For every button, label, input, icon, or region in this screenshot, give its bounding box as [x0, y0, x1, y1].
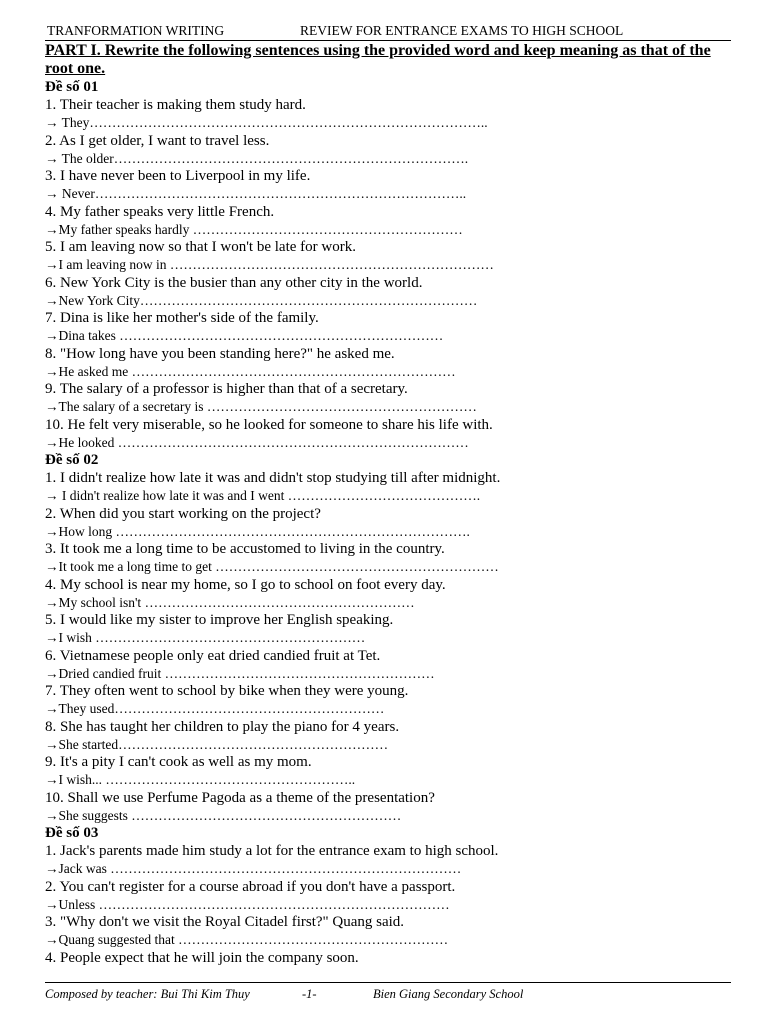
question-sentence: 4. My father speaks very little French. — [45, 203, 275, 220]
answer-line: →She started…………………………………………………… — [45, 736, 389, 752]
question-sentence: 3. "Why don't we visit the Royal Citadel first?" Quang said. — [45, 914, 405, 930]
answer-line: →How long ……………………………………………………………………. — [45, 523, 470, 539]
answer-line: → They…………………………………………………………………………….. — [45, 115, 488, 130]
question-sentence: 5. I would like my sister to improve her English speaking. — [45, 612, 394, 628]
question-sentence: 4. People expect that he will join the company soon. — [45, 949, 359, 966]
answer-line: →My father speaks hardly …………………………………………………… — [45, 221, 463, 237]
question-sentence: 2. You can't register for a course abroad if you don't have a passport. — [45, 878, 456, 895]
part-instruction: PART I. Rewrite the following sentences using the provided word and keep meaning as that of the root one. — [45, 42, 711, 77]
question-sentence: 7. Dina is like her mother's side of the family. — [45, 310, 319, 326]
footer-page-number: -1- — [302, 987, 317, 1001]
question-sentence: 4. My school is near my home, so I go to school on foot every day. — [45, 576, 446, 593]
answer-line: →Jack was …………………………………………………………………… — [45, 861, 462, 876]
answer-line: →It took me a long time to get ……………………………………………………… — [45, 559, 499, 574]
section-title: Đề số 01 — [45, 79, 99, 95]
answer-line: →New York City………………………………………………………………… — [45, 292, 478, 308]
question-sentence: 6. New York City is the busier than any other city in the world. — [45, 274, 423, 291]
answer-line: →I wish... ……………………………………………….. — [45, 772, 356, 787]
answer-line: →They used…………………………………………………… — [45, 701, 385, 716]
answer-line: → Never……………………………………………………………………….. — [45, 186, 467, 201]
answer-line: →I am leaving now in ……………………………………………………………… — [45, 257, 494, 272]
answer-line: →He asked me ……………………………………………………………… — [45, 363, 456, 379]
page-footer — [45, 982, 731, 1003]
question-sentence: 10. Shall we use Perfume Pagoda as a theme of the presentation? — [45, 789, 435, 806]
question-sentence: 5. I am leaving now so that I won't be late for work. — [45, 239, 356, 255]
question-sentence: 3. It took me a long time to be accustomed to living in the country. — [45, 541, 445, 557]
answer-line: →My school isn't …………………………………………………… — [45, 594, 415, 610]
answer-line: → I didn't realize how late it was and I went ……………………………………. — [45, 488, 481, 503]
answer-line: →Dina takes ……………………………………………………………… — [45, 328, 444, 343]
answer-line: → The older……………………………………………………………………. — [45, 150, 469, 166]
page-header — [45, 22, 731, 41]
question-sentence: 1. I didn't realize how late it was and didn't stop studying till after midnight. — [45, 470, 501, 486]
section-title: Đề số 02 — [45, 452, 99, 468]
answer-line: →He looked …………………………………………………………………… — [45, 434, 469, 450]
answer-line: →Unless …………………………………………………………………… — [45, 896, 450, 912]
question-sentence: 1. Jack's parents made him study a lot for the entrance exam to high school. — [45, 843, 499, 859]
section-title: Đề số 03 — [45, 825, 99, 841]
answer-line: →I wish …………………………………………………… — [45, 630, 366, 645]
question-sentence: 9. It's a pity I can't cook as well as my mom. — [45, 754, 312, 770]
footer-author: Composed by teacher: Bui Thi Kim Thuy — [45, 987, 250, 1001]
answer-line: →Dried candied fruit …………………………………………………… — [45, 665, 435, 681]
question-sentence: 6. Vietnamese people only eat dried candied fruit at Tet. — [45, 647, 381, 664]
answer-line: →She suggests …………………………………………………… — [45, 807, 402, 823]
question-sentence: 9. The salary of a professor is higher than that of a secretary. — [45, 381, 408, 397]
header-right: REVIEW FOR ENTRANCE EXAMS TO HIGH SCHOOL — [300, 23, 624, 38]
header-left: TRANFORMATION WRITING — [47, 23, 225, 38]
question-sentence: 8. She has taught her children to play the piano for 4 years. — [45, 718, 400, 735]
answer-line: →The salary of a secretary is …………………………………………………… — [45, 399, 477, 414]
question-sentence: 7. They often went to school by bike when they were young. — [45, 683, 409, 699]
question-sentence: 10. He felt very miserable, so he looked for someone to share his life with. — [45, 416, 493, 433]
exercise-sections — [45, 78, 731, 967]
question-sentence: 3. I have never been to Liverpool in my life. — [45, 168, 311, 184]
question-sentence: 8. "How long have you been standing here?" he asked me. — [45, 345, 395, 362]
document-page — [45, 22, 731, 967]
answer-line: →Quang suggested that …………………………………………………… — [45, 932, 449, 947]
question-sentence: 1. Their teacher is making them study hard. — [45, 97, 306, 113]
footer-school: Bien Giang Secondary School — [373, 987, 524, 1001]
question-sentence: 2. As I get older, I want to travel less. — [45, 132, 270, 149]
question-sentence: 2. When did you start working on the project? — [45, 505, 321, 522]
